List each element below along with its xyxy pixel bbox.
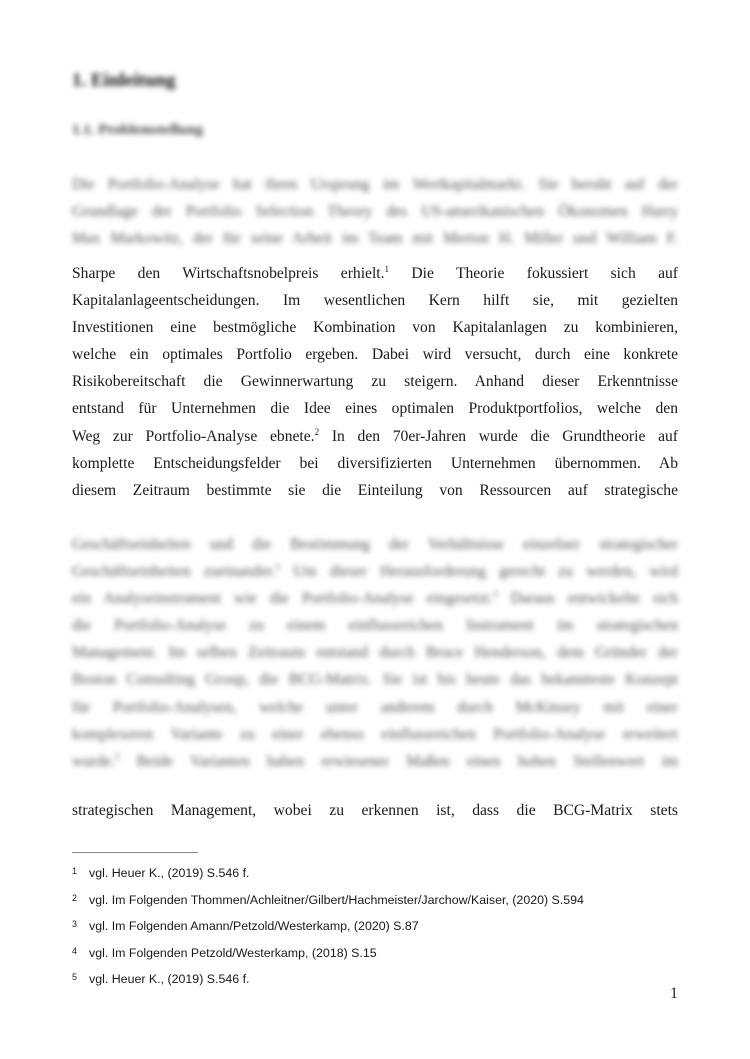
- footnote-text: vgl. Heuer K., (2019) S.546 f.: [89, 972, 250, 986]
- body-line: ein Analyseinstrument wie die Portfolio-Analyse eingesetzt.$^4$ Daraus entwickelte sich: [72, 589, 678, 608]
- footnote: [72, 964, 692, 991]
- footnote-number: 3: [72, 919, 78, 929]
- body-line: Die Portfolio-Analyse hat ihren Ursprung im Wertkapitalmarkt. Sie beruht auf der: [72, 176, 678, 193]
- body-line: Kapitalanlageentscheidungen. Im wesentlichen Kern hilft sie, mit gezielten: [72, 292, 678, 310]
- body-line: entstand für Unternehmen die Idee eines optimalen Produktportfolios, welche den: [72, 400, 678, 418]
- footnote-divider: [72, 852, 198, 853]
- body-line: komplexeren Variante zu einer ebenso einflussreichen Portfolio-Analyse erweitert: [72, 725, 678, 743]
- body-line: strategischen Management, wobei zu erkennen ist, dass die BCG-Matrix stets: [72, 802, 678, 819]
- footnote-ref: 2: [314, 426, 320, 437]
- blurred-paragraph-middle: [72, 531, 678, 775]
- footnote-text: vgl. Heuer K., (2019) S.546 f.: [89, 866, 250, 880]
- footnote-text: vgl. Im Folgenden Amann/Petzold/Westerkamp, (2020) S.87: [89, 919, 419, 933]
- section-heading: 1.1. Problemstellung: [72, 122, 203, 138]
- body-line: Geschäftseinheiten zueinander.$^3$ Um dieser Herausforderung gerecht zu werden, wird: [72, 562, 678, 581]
- body-line: Geschäftseinheiten und die Bestimmung der Verhältnisse einzelner strategischer: [72, 536, 678, 553]
- body-line: komplette Entscheidungsfelder bei diversifizierten Unternehmen übernommen. Ab: [72, 454, 678, 472]
- body-line: Investitionen eine bestmögliche Kombination von Kapitalanlagen zu kombinieren,: [72, 319, 678, 337]
- footnote: [72, 885, 692, 912]
- footnote-text: vgl. Im Folgenden Thommen/Achleitner/Gilbert/Hachmeister/Jarchow/Kaiser, (2020) S.594: [89, 892, 584, 907]
- body-line: Max Markowitz, der für seine Arbeit im Team mit Merton H. Miller und William F.: [72, 230, 678, 248]
- clear-paragraph-top: [72, 260, 678, 504]
- body-line: Sharpe den Wirtschaftsnobelpreis erhielt.$^1$ Die Theorie fokussiert sich auf: [72, 264, 678, 282]
- body-line: für Portfolio-Analysen, welche unter anderem durch McKinsey mit einer: [72, 698, 678, 716]
- body-line: Boston Consulting Group, die BCG-Matrix. Sie ist bis heute das bekannteste Konzept: [72, 671, 678, 689]
- footnote: [72, 858, 692, 885]
- footnote-number: 5: [72, 972, 78, 982]
- footnote-number: 2: [72, 892, 78, 903]
- footnote-number: 1: [72, 866, 78, 876]
- body-line: wurde.$^5$ Beide Varianten haben erwiesener Maßen einen hohen Stellenwert im: [72, 751, 678, 770]
- body-line: Grundlage der Portfolio Selection Theory des US-amerikanischen Ökonomen Harry: [72, 203, 678, 221]
- footnote-ref: 1: [384, 264, 390, 274]
- body-line: diesem Zeitraum bestimmte sie die Einteilung von Ressourcen auf strategische: [72, 481, 678, 499]
- body-line: Risikobereitschaft die Gewinnerwartung zu steigern. Anhand dieser Erkenntnisse: [72, 373, 678, 391]
- footnote: [72, 911, 692, 938]
- body-line: Weg zur Portfolio-Analyse ebnete.$^2$ In den 70er-Jahren wurde die Grundtheorie auf: [72, 426, 678, 445]
- page-number: 1: [670, 985, 678, 1002]
- clear-paragraph-bottom: [72, 797, 678, 824]
- body-line: welche ein optimales Portfolio ergeben. Dabei wird versucht, durch eine konkrete: [72, 346, 678, 364]
- body-line: die Portfolio-Analyse zu einem einflussreichen Instrument im strategischen: [72, 617, 678, 635]
- chapter-heading: 1. Einleitung: [72, 70, 176, 91]
- footnotes: [72, 858, 692, 991]
- body-line: Management. Im selben Zeitraum entstand durch Bruce Henderson, dem Gründer der: [72, 644, 678, 662]
- footnote-number: 4: [72, 945, 78, 956]
- footnote: [72, 938, 692, 965]
- footnote-text: vgl. Im Folgenden Petzold/Westerkamp, (2018) S.15: [89, 945, 377, 960]
- blurred-paragraph-top: [72, 171, 678, 252]
